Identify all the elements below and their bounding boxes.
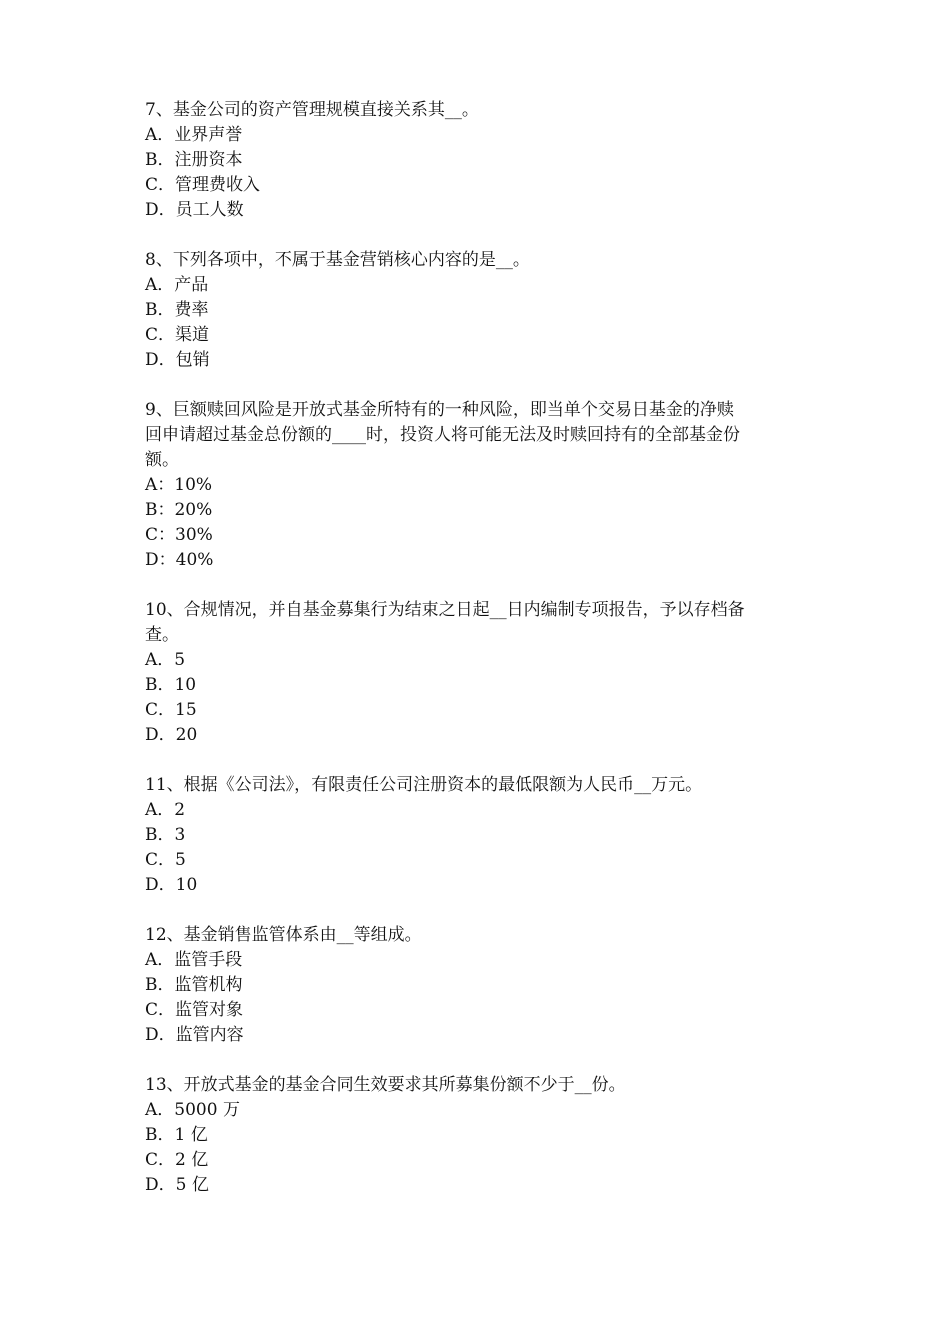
option-c: C．监管对象 [145,1000,244,1020]
question-12 [145,923,815,1048]
question-11 [145,773,815,898]
question-stem: 9、巨额赎回风险是开放式基金所特有的一种风险，即当单个交易日基金的净赎 [145,400,734,420]
question-8 [145,248,815,373]
question-10 [145,598,815,748]
option-a: A．2 [145,800,186,820]
question-stem: 10、合规情况，并自基金募集行为结束之日起__日内编制专项报告，予以存档备 [145,600,745,620]
option-d: D．包销 [145,350,210,370]
option-b: B．10 [145,675,197,695]
option-b: B．1 亿 [145,1125,208,1145]
option-c: C．2 亿 [145,1150,209,1170]
question-7 [145,98,815,223]
option-c: C：30% [145,525,213,545]
option-c: C．15 [145,700,197,720]
option-d: D．5 亿 [145,1175,209,1195]
option-b: B．3 [145,825,186,845]
option-d: D．20 [145,725,198,745]
question-9 [145,398,815,573]
question-stem: 8、下列各项中，不属于基金营销核心内容的是__。 [145,250,530,270]
question-13 [145,1073,815,1198]
question-stem: 查。 [145,625,179,645]
option-a: A．5000 万 [145,1100,240,1120]
question-stem: 12、基金销售监管体系由__等组成。 [145,925,422,945]
option-d: D．10 [145,875,198,895]
option-b: B．监管机构 [145,975,243,995]
option-d: D．监管内容 [145,1025,244,1045]
question-list [145,98,815,1223]
option-b: B．费率 [145,300,209,320]
option-c: C．渠道 [145,325,210,345]
option-a: A：10% [145,475,213,495]
option-a: A．5 [145,650,186,670]
option-c: C．5 [145,850,186,870]
option-d: D：40% [145,550,214,570]
question-stem: 11、根据《公司法》，有限责任公司注册资本的最低限额为人民币__万元。 [145,775,703,795]
question-stem: 13、开放式基金的基金合同生效要求其所募集份额不少于__份。 [145,1075,626,1095]
option-a: A．监管手段 [145,950,243,970]
question-stem: 7、基金公司的资产管理规模直接关系其__。 [145,100,479,120]
question-stem: 额。 [145,450,179,470]
option-a: A．业界声誉 [145,125,243,145]
option-a: A．产品 [145,275,209,295]
option-b: B：20% [145,500,213,520]
option-b: B．注册资本 [145,150,243,170]
question-stem: 回申请超过基金总份额的____时，投资人将可能无法及时赎回持有的全部基金份 [145,425,740,445]
option-c: C．管理费收入 [145,175,261,195]
option-d: D．员工人数 [145,200,244,220]
